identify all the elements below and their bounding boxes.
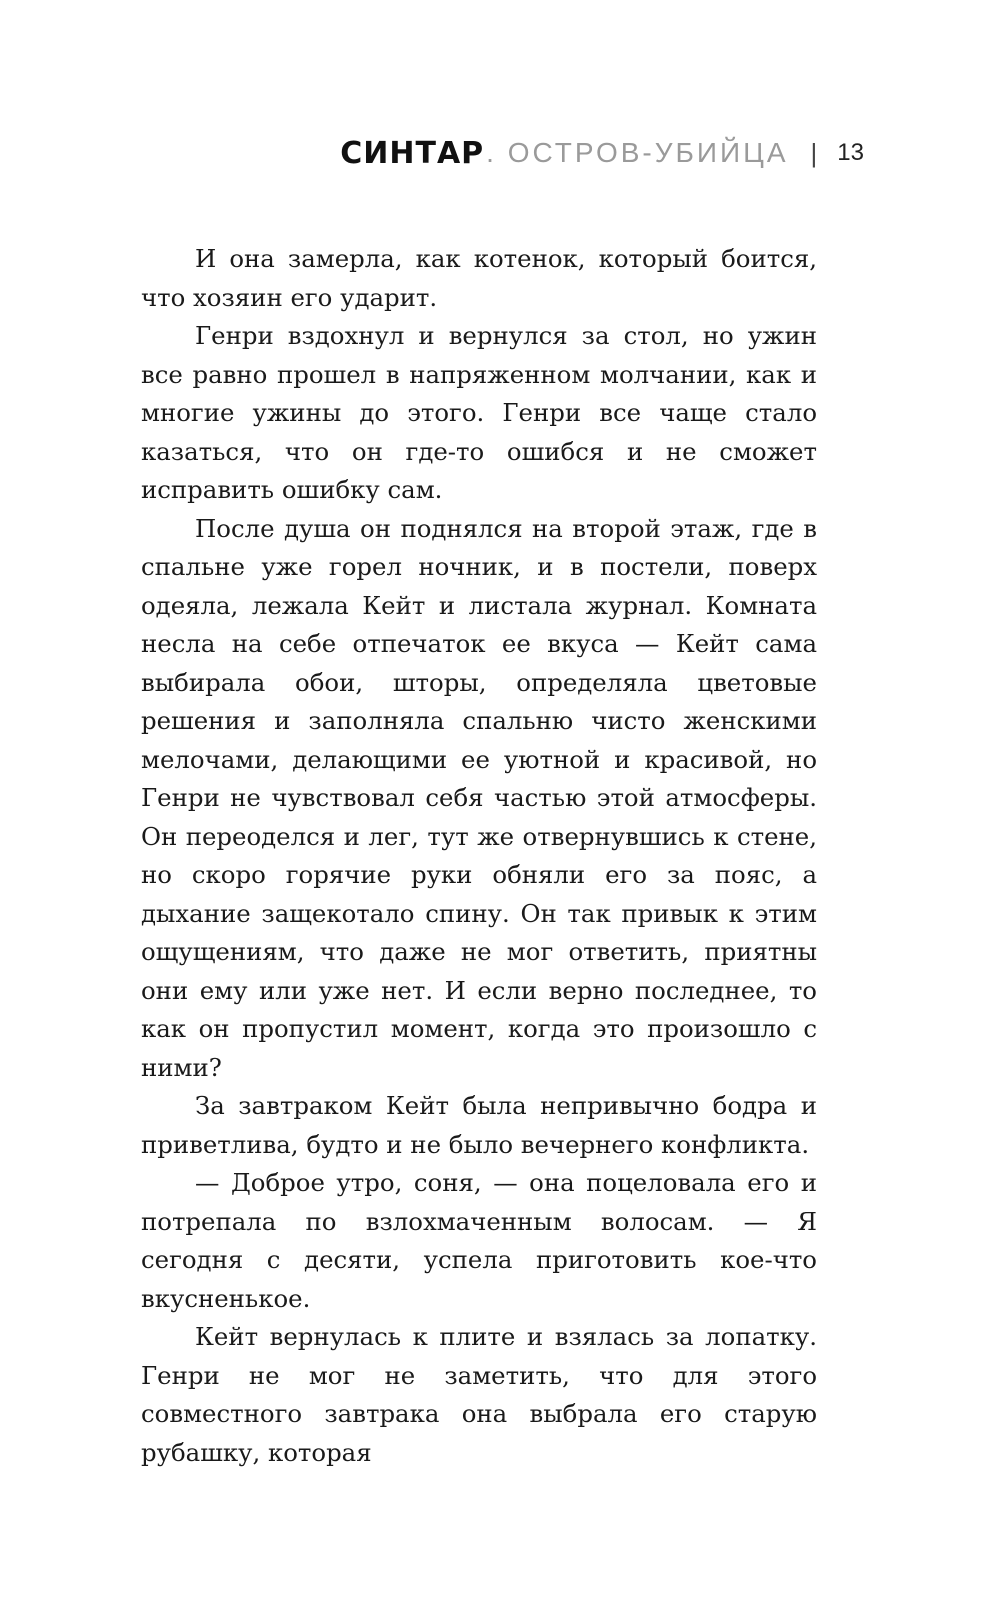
paragraph: — Доброе утро, соня, — она поцеловала его и потрепала по взлохмаченным волосам. — Я сегодня с десяти, успела приготовить кое-что вкусненькое. xyxy=(141,1168,817,1313)
page-number: 13 xyxy=(837,139,864,166)
paragraph: Генри вздохнул и вернулся за стол, но ужин все равно прошел в напряженном молчании, как и многие ужины до этого. Генри все чаще стало казаться, что он где-то ошибся и не сможет исправить ошибку сам. xyxy=(141,321,817,504)
paragraph: За завтраком Кейт была непривычно бодра и приветлива, будто и не было вечернего конфликта. xyxy=(141,1091,817,1159)
book-title: . ОСТРОВ-УБИЙЦА xyxy=(486,137,789,168)
paragraph: Кейт вернулась к плите и взялась за лопатку. Генри не мог не заметить, что для этого совместного завтрака она выбрала его старую рубашку, которая xyxy=(141,1322,817,1467)
paragraph: И она замерла, как котенок, который боится, что хозяин его ударит. xyxy=(141,244,817,312)
body-text xyxy=(141,240,817,1472)
running-header xyxy=(340,136,864,170)
header-separator: | xyxy=(810,137,818,168)
series-brand: СИНТАР xyxy=(340,135,485,171)
paragraph: После душа он поднялся на второй этаж, где в спальне уже горел ночник, и в постели, поверх одеяла, лежала Кейт и листала журнал. Комната несла на себе отпечаток ее вкуса — Кейт сама выбирала обои, шторы, определяла цветовые решения и заполняла спальню чисто женскими мелочами, делающими ее уютной и красивой, но Генри не чувствовал себя частью этой атмосферы. Он переоделся и лег, тут же отвернувшись к стене, но скоро горячие руки обняли его за пояс, а дыхание защекотало спину. Он так привык к этим ощущениям, что даже не мог ответить, приятны они ему или уже нет. И если верно последнее, то как он пропустил момент, когда это произошло с ними? xyxy=(141,513,817,1082)
